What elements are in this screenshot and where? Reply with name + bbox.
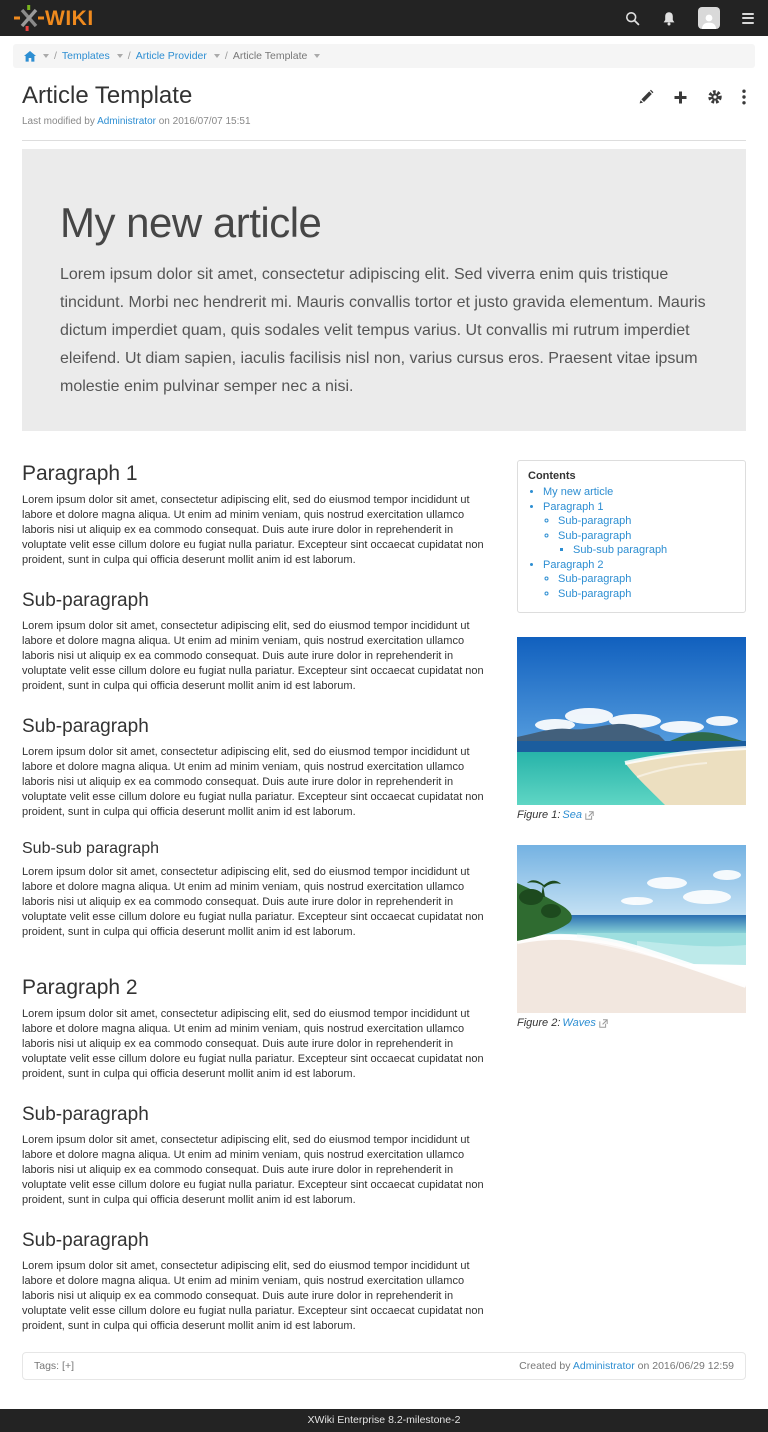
header-divider <box>22 140 746 141</box>
toc-link-sub-sub-paragraph[interactable]: Sub-sub paragraph <box>573 544 668 557</box>
toc-link-sub-paragraph[interactable]: Sub-paragraph <box>558 515 632 528</box>
section-text: Lorem ipsum dolor sit amet, consectetur adipiscing elit, sed do eiusmod tempor incididunt ut labore et dolore magna aliqua. Ut enim ad minim veniam, quis nostrud exercitation ullamco laboris nisi ut aliquip ex ea commodo consequat. Duis aute irure dolor in reprehenderit in voluptate velit esse cillum dolore eu fugiat nulla pariatur. Excepteur sint occaecat cupidatat non proident, sunt in culpa qui officia deserunt mollit anim id est laborum. <box>22 1008 484 1081</box>
section-text: Lorem ipsum dolor sit amet, consectetur adipiscing elit, sed do eiusmod tempor incididunt ut labore et dolore magna aliqua. Ut enim ad minim veniam, quis nostrud exercitation ullamco laboris nisi ut aliquip ex ea commodo consequat. Duis aute irure dolor in reprehenderit in voluptate velit esse cillum dolore eu fugiat nulla pariatur. Excepteur sint occaecat cupidatat non proident, sunt in culpa qui officia deserunt mollit anim id est laborum. <box>22 494 484 567</box>
breadcrumb-current-page: Article Template <box>232 50 308 62</box>
figure-waves <box>517 845 746 1029</box>
logo-wordmark: WIKI <box>45 6 94 30</box>
toc-link-paragraph-2[interactable]: Paragraph 2 <box>543 558 604 571</box>
contents-heading: Contents <box>528 470 576 483</box>
section-text: Lorem ipsum dolor sit amet, consectetur adipiscing elit, sed do eiusmod tempor incididunt ut labore et dolore magna aliqua. Ut enim ad minim veniam, quis nostrud exercitation ullamco laboris nisi ut aliquip ex ea commodo consequat. Duis aute irure dolor in reprehenderit in voluptate velit esse cillum dolore eu fugiat nulla pariatur. Excepteur sint occaecat cupidatat non proident, sunt in culpa qui officia deserunt mollit anim id est laborum. <box>22 866 484 939</box>
section-text: Lorem ipsum dolor sit amet, consectetur adipiscing elit, sed do eiusmod tempor incididunt ut labore et dolore magna aliqua. Ut enim ad minim veniam, quis nostrud exercitation ullamco laboris nisi ut aliquip ex ea commodo consequat. Duis aute irure dolor in reprehenderit in voluptate velit esse cillum dolore eu fugiat nulla pariatur. Excepteur sint occaecat cupidatat non proident, sunt in culpa qui officia deserunt mollit anim id est laborum. <box>22 1134 484 1207</box>
top-bar <box>0 0 768 36</box>
user-avatar[interactable] <box>698 7 720 29</box>
modified-by-user-link[interactable]: Administrator <box>97 116 156 128</box>
figure-caption: Figure 2: Waves <box>517 1017 746 1029</box>
section-heading-sub-paragraph: Sub-paragraph <box>22 716 149 738</box>
figure-caption: Figure 1: Sea <box>517 809 746 821</box>
document-info-bar <box>22 1352 746 1380</box>
sea-photo-image[interactable] <box>517 637 746 805</box>
waves-link[interactable]: Waves <box>562 1017 596 1030</box>
article-intro: Lorem ipsum dolor sit amet, consectetur adipiscing elit. Sed viverra enim quis tristique tincidunt. Morbi nec hendrerit mi. Mauris convallis tortor et justo gravida elementum. Mauris dictum imperdiet quam, quis sodales velit tempus varius. Ut convallis mi rutrum imperdiet eleifend. Ut diam sapien, iaculis facilisis nisl non, varius cursus eros. Praesent vitae ipsum molestie enim pulvinar semper nec a nisi. <box>60 266 706 396</box>
last-modified-meta: Last modified by Administrator on 2016/07/07 15:51 <box>22 116 251 128</box>
section-heading-paragraph-1: Paragraph 1 <box>22 462 138 486</box>
breadcrumb: / Templates / Article Provider / Article Template <box>13 44 755 68</box>
article-body <box>22 460 499 1338</box>
toc-link-sub-paragraph[interactable]: Sub-paragraph <box>558 529 632 542</box>
external-link-icon <box>585 811 594 820</box>
external-link-icon <box>599 1019 608 1028</box>
tags-area: Tags: [+] <box>34 1360 74 1373</box>
section-heading-paragraph-2: Paragraph 2 <box>22 976 138 1000</box>
xwiki-logo-x-icon <box>14 4 44 32</box>
section-heading-sub-paragraph: Sub-paragraph <box>22 1104 149 1126</box>
toc-link-sub-paragraph[interactable]: Sub-paragraph <box>558 573 632 586</box>
section-text: Lorem ipsum dolor sit amet, consectetur adipiscing elit, sed do eiusmod tempor incididunt ut labore et dolore magna aliqua. Ut enim ad minim veniam, quis nostrud exercitation ullamco laboris nisi ut aliquip ex ea commodo consequat. Duis aute irure dolor in reprehenderit in voluptate velit esse cillum dolore eu fugiat nulla pariatur. Excepteur sint occaecat cupidatat non proident, sunt in culpa qui officia deserunt mollit anim id est laborum. <box>22 620 484 693</box>
created-meta: Created by Administrator on 2016/06/29 12:59 <box>519 1360 734 1373</box>
notifications-bell-icon[interactable] <box>662 11 676 26</box>
breadcrumb-link-article-provider[interactable]: Article Provider <box>135 50 207 62</box>
toc-link-sub-paragraph[interactable]: Sub-paragraph <box>558 587 632 600</box>
app-footer <box>0 1409 768 1432</box>
section-heading-sub-paragraph: Sub-paragraph <box>22 1230 149 1252</box>
section-heading-sub-paragraph: Sub-paragraph <box>22 590 149 612</box>
settings-gear-icon[interactable] <box>707 89 723 105</box>
search-icon[interactable] <box>625 11 640 26</box>
chevron-down-icon[interactable] <box>314 54 320 58</box>
section-heading-sub-sub-paragraph: Sub-sub paragraph <box>22 840 159 858</box>
contents-panel <box>517 460 746 613</box>
sea-link[interactable]: Sea <box>562 809 582 822</box>
chevron-down-icon[interactable] <box>43 54 49 58</box>
chevron-down-icon[interactable] <box>214 54 220 58</box>
edit-pencil-icon[interactable] <box>638 89 654 105</box>
home-icon[interactable] <box>24 51 36 62</box>
hamburger-menu-icon[interactable] <box>742 13 754 24</box>
more-kebab-icon[interactable] <box>742 89 746 105</box>
breadcrumb-link-templates[interactable]: Templates <box>61 50 110 62</box>
page-title: Article Template <box>22 82 193 109</box>
created-by-user-link[interactable]: Administrator <box>572 1360 635 1373</box>
avatar-image <box>698 7 720 29</box>
waves-photo-image[interactable] <box>517 845 746 1013</box>
article-title: My new article <box>60 199 322 247</box>
toc-link-my-new-article[interactable]: My new article <box>543 486 614 499</box>
section-text: Lorem ipsum dolor sit amet, consectetur adipiscing elit, sed do eiusmod tempor incididunt ut labore et dolore magna aliqua. Ut enim ad minim veniam, quis nostrud exercitation ullamco laboris nisi ut aliquip ex ea commodo consequat. Duis aute irure dolor in reprehenderit in voluptate velit esse cillum dolore eu fugiat nulla pariatur. Excepteur sint occaecat cupidatat non proident, sunt in culpa qui officia deserunt mollit anim id est laborum. <box>22 1260 484 1333</box>
add-tag-button[interactable]: [+] <box>62 1360 74 1373</box>
version-text: XWiki Enterprise 8.2-milestone-2 <box>307 1414 461 1427</box>
xwiki-logo[interactable] <box>14 4 94 32</box>
article-hero <box>22 149 746 431</box>
toc-link-paragraph-1[interactable]: Paragraph 1 <box>543 500 604 513</box>
chevron-down-icon[interactable] <box>117 54 123 58</box>
figure-sea <box>517 637 746 821</box>
add-plus-icon[interactable] <box>673 90 688 105</box>
section-text: Lorem ipsum dolor sit amet, consectetur adipiscing elit, sed do eiusmod tempor incididunt ut labore et dolore magna aliqua. Ut enim ad minim veniam, quis nostrud exercitation ullamco laboris nisi ut aliquip ex ea commodo consequat. Duis aute irure dolor in reprehenderit in voluptate velit esse cillum dolore eu fugiat nulla pariatur. Excepteur sint occaecat cupidatat non proident, sunt in culpa qui officia deserunt mollit anim id est laborum. <box>22 746 484 819</box>
